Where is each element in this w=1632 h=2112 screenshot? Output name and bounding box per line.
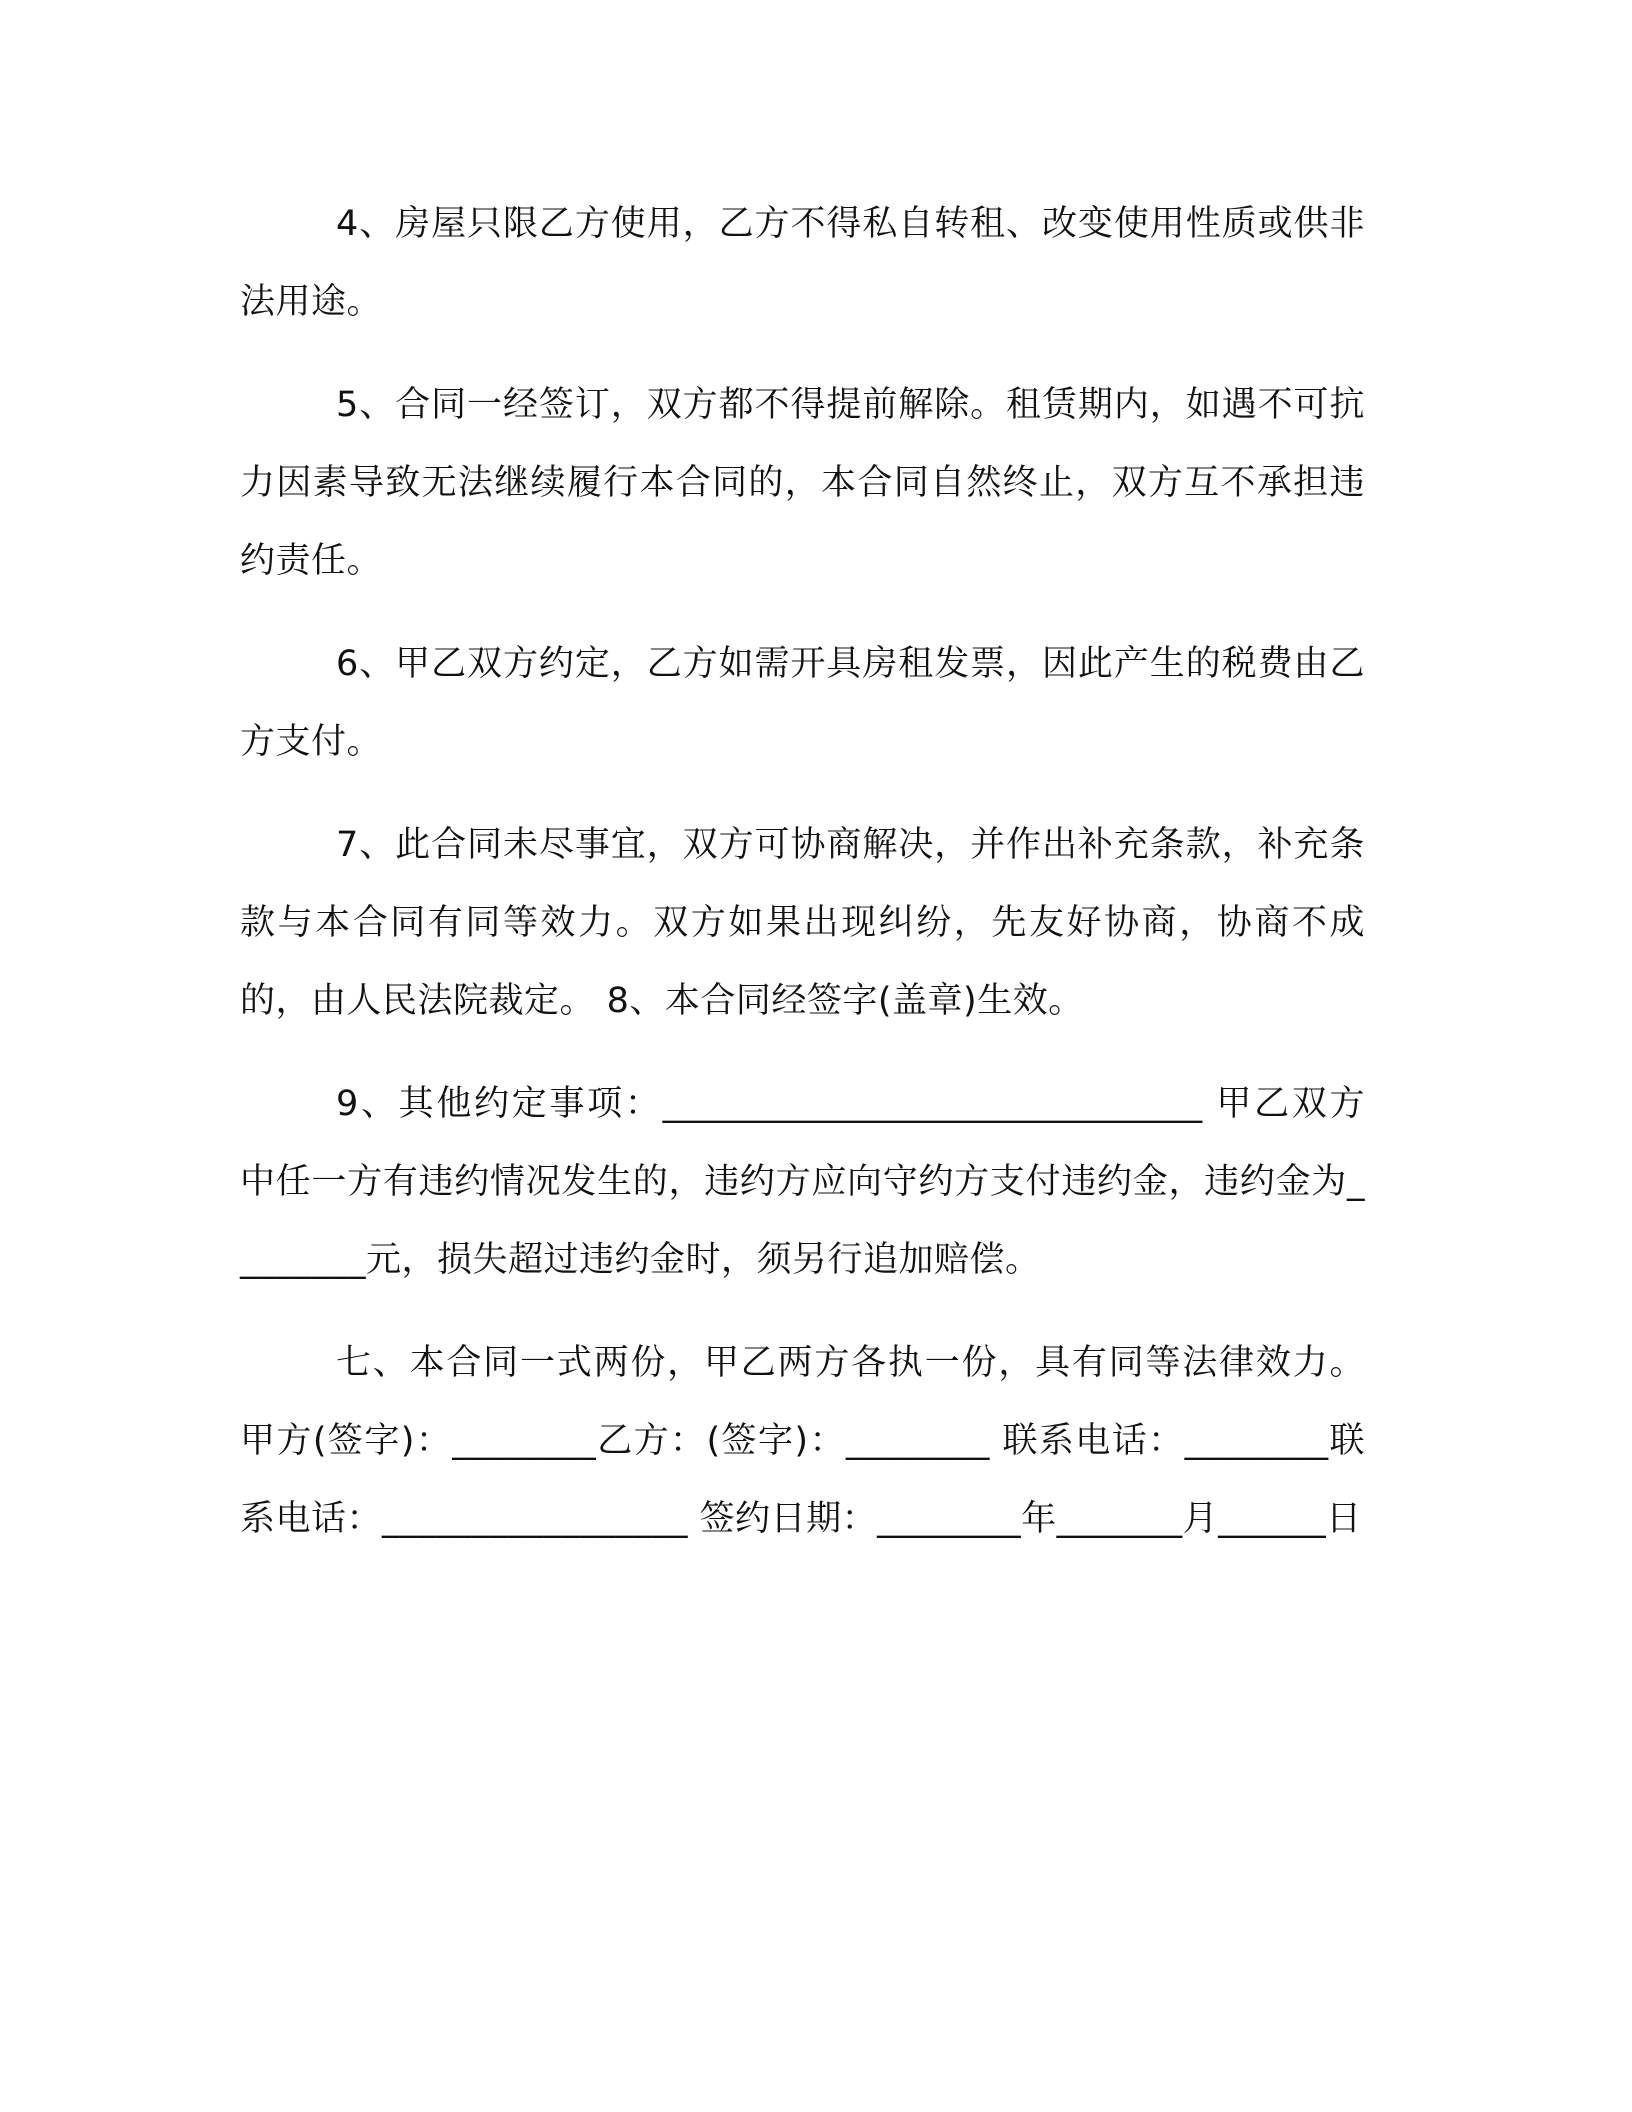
contract-body [240, 185, 1365, 1558]
clause-9: 9、其他约定事项：______________________________ 甲乙双方中任一方有违约情况发生的，违约方应向守约方支付违约金，违约金为________元，损失超过违约金时，须另行追加赔偿。 [240, 1084, 1365, 1280]
clause-5: 5、合同一经签订，双方都不得提前解除。租赁期内，如遇不可抗力因素导致无法继续履行本合同的，本合同自然终止，双方互不承担违约责任。 [240, 385, 1365, 581]
signature-section: 七、本合同一式两份，甲乙两方各执一份，具有同等法律效力。甲方(签字)：________乙方：(签字)：________ 联系电话：________联系电话：_________________ 签约日期：________年_______月______日 [240, 1343, 1365, 1539]
clause-6: 6、甲乙双方约定，乙方如需开具房租发票，因此产生的税费由乙方支付。 [240, 644, 1365, 762]
clause-4: 4、房屋只限乙方使用，乙方不得私自转租、改变使用性质或供非法用途。 [240, 204, 1365, 322]
clause-7-8: 7、此合同未尽事宜，双方可协商解决，并作出补充条款，补充条款与本合同有同等效力。双方如果出现纠纷，先友好协商，协商不成的，由人民法院裁定。 8、本合同经签字(盖章)生效。 [240, 825, 1365, 1021]
